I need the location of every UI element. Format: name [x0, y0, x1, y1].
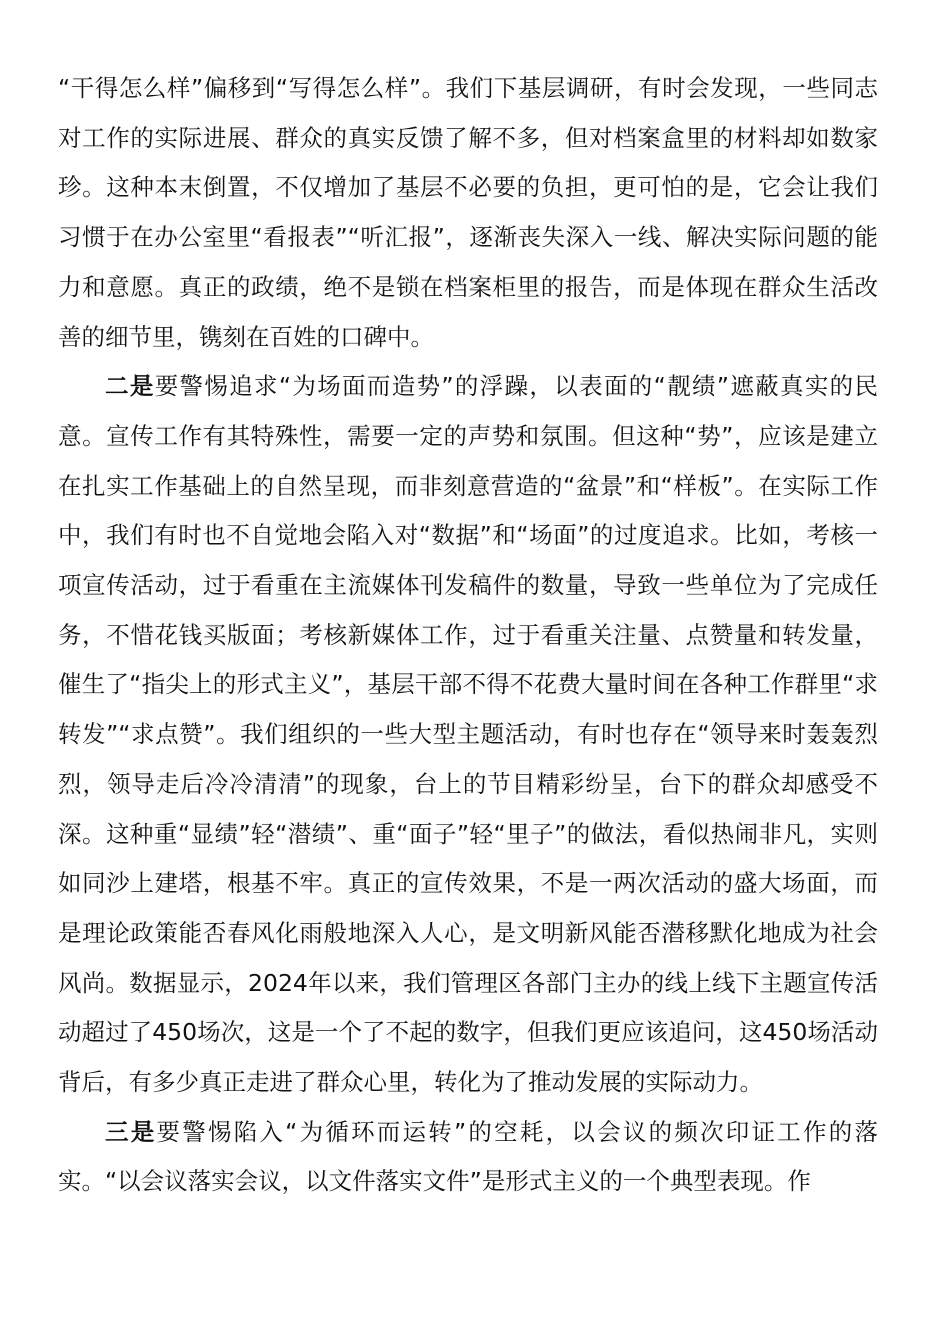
paragraph-2	[58, 362, 878, 1108]
paragraph-3	[58, 1108, 878, 1207]
paragraph-3-text: 要警惕陷入“为循环而运转”的空耗，以会议的频次印证工作的落实。“以会议落实会议，以文件落实文件”是形式主义的一个典型表现。作	[58, 1117, 878, 1196]
paragraph-1	[58, 64, 878, 362]
document-page	[58, 64, 878, 1207]
paragraph-3-lead: 三是	[105, 1117, 157, 1146]
paragraph-1-text: “干得怎么样”偏移到“写得怎么样”。我们下基层调研，有时会发现，一些同志对工作的实际进展、群众的真实反馈了解不多，但对档案盒里的材料却如数家珍。这种本末倒置，不仅增加了基层不必要的负担，更可怕的是，它会让我们习惯于在办公室里“看报表”“听汇报”，逐渐丧失深入一线、解决实际问题的能力和意愿。真正的政绩，绝不是锁在档案柜里的报告，而是体现在群众生活改善的细节里，镌刻在百姓的口碑中。	[58, 74, 878, 351]
paragraph-2-text: 要警惕追求“为场面而造势”的浮躁，以表面的“靓绩”遮蔽真实的民意。宣传工作有其特殊性，需要一定的声势和氛围。但这种“势”，应该是建立在扎实工作基础上的自然呈现，而非刻意营造的“盆景”和“样板”。在实际工作中，我们有时也不自觉地会陷入对“数据”和“场面”的过度追求。比如，考核一项宣传活动，过于看重在主流媒体刊发稿件的数量，导致一些单位为了完成任务，不惜花钱买版面；考核新媒体工作，过于看重关注量、点赞量和转发量，催生了“指尖上的形式主义”，基层干部不得不花费大量时间在各种工作群里“求转发”“求点赞”。我们组织的一些大型主题活动，有时也存在“领导来时轰轰烈烈，领导走后冷冷清清”的现象，台上的节目精彩纷呈，台下的群众却感受不深。这种重“显绩”轻“潜绩”、重“面子”轻“里子”的做法，看似热闹非凡，实则如同沙上建塔，根基不牢。真正的宣传效果，不是一两次活动的盛大场面，而是理论政策能否春风化雨般地深入人心，是文明新风能否潜移默化地成为社会风尚。数据显示，2024年以来，我们管理区各部门主办的线上线下主题宣传活动超过了450场次，这是一个了不起的数字，但我们更应该追问，这450场活动背后，有多少真正走进了群众心里，转化为了推动发展的实际动力。	[58, 372, 879, 1097]
paragraph-2-lead: 二是	[105, 372, 155, 401]
